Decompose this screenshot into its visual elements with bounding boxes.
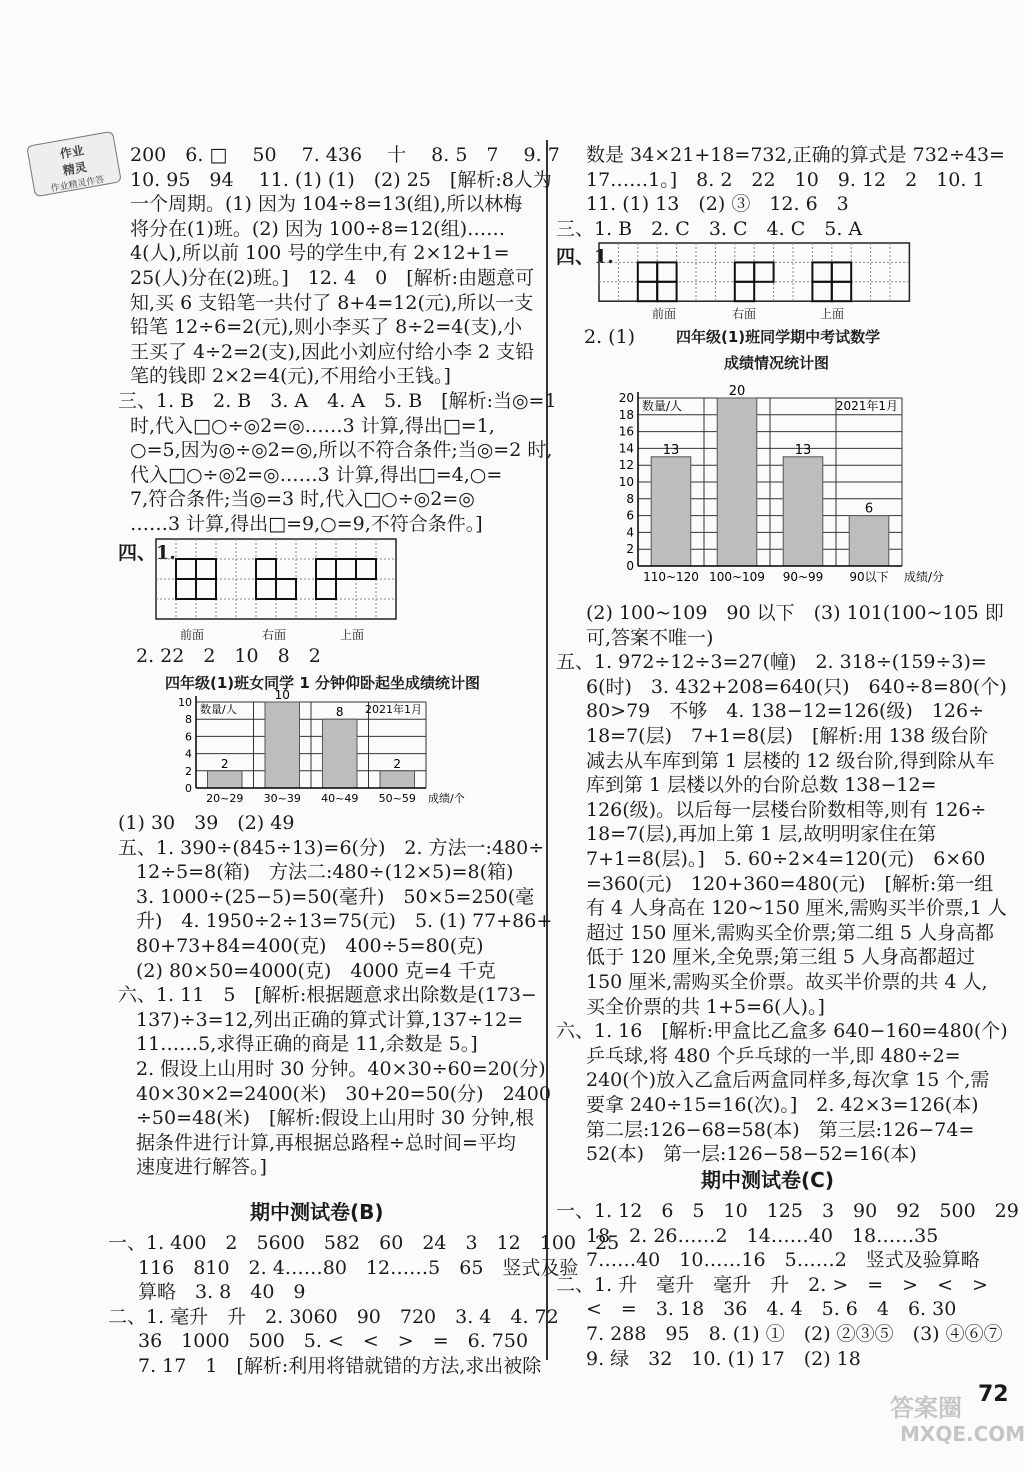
y-axis-label: 数量/人 <box>642 399 683 413</box>
view-square <box>735 282 754 301</box>
view-square <box>832 282 851 301</box>
y-tick-label: 10 <box>618 475 634 489</box>
view-square <box>276 579 296 599</box>
data-label: 20 <box>728 384 746 399</box>
stamp-line-2: 精灵 <box>61 159 88 178</box>
answer-line: 低于 120 厘米,全免票;第三组 5 人身高都超过 <box>586 946 975 969</box>
answer-line: 11. (1) 13 (2) ③ 12. 6 3 <box>586 193 849 216</box>
view-square <box>812 262 831 281</box>
answer-line: 7……40 10……16 5……2 竖式及验算略 <box>586 1249 980 1272</box>
x-axis-label: 成绩/分 <box>904 570 945 584</box>
y-tick-label: 0 <box>185 782 192 795</box>
stamp-line-1: 作业 <box>58 143 85 162</box>
answer-line: 36 1000 500 5. < < > = 6. 750 <box>138 1330 529 1353</box>
view-square <box>812 282 831 301</box>
view-square <box>256 579 276 599</box>
y-tick-label: 16 <box>618 424 634 439</box>
right-three-views-grid <box>598 242 910 304</box>
answer-line: 升) 4. 1950÷2÷13=75(元) 5. (1) 77+86+ <box>136 910 553 933</box>
right-question-2: 2. (1) <box>584 326 636 348</box>
answer-line: 将分在(1)班。(2) 因为 100÷8=12(组)…… <box>130 217 506 240</box>
answer-line: 150 厘米,需购买全价票。故买半价票的共 4 人, <box>586 971 988 993</box>
stamp-line-3: 作业精灵作答 <box>50 175 106 195</box>
answer-line: 12÷5=8(箱) 方法二:480÷(12×5)=8(箱) <box>136 861 514 884</box>
right-view-right: 右面 <box>732 307 757 321</box>
answer-line: 五、1. 390÷(845÷13)=6(分) 2. 方法一:480÷ <box>118 836 545 859</box>
bar <box>265 702 300 788</box>
answer-line: 六、1. 16 [解析:甲盒比乙盒多 640−160=480(个) <box>556 1020 1008 1043</box>
chart-date: 2021年1月 <box>835 399 898 413</box>
answer-line: 18=7(层) 7+1=8(层) [解析:用 138 级台阶 <box>586 725 989 747</box>
data-label: 13 <box>662 442 680 458</box>
data-label: 2 <box>393 756 402 771</box>
answer-line: 有 4 人身高在 120~150 厘米,需购买半价票,1 人 <box>586 897 1007 920</box>
data-label: 6 <box>864 501 874 517</box>
answer-line: 时,代入□○÷◎2=◎……3 计算,得出□=1, <box>130 414 495 437</box>
heading-midterm-c: 期中测试卷(C) <box>701 1168 834 1192</box>
page-number: 72 <box>978 1382 1009 1407</box>
answer-line: 笔的钱即 2×2=4(元),不用给小王钱。] <box>130 365 451 388</box>
answer-line: 减去从车库到第 1 层楼的 12 级台阶,得到除从车 <box>586 749 995 772</box>
answer-line: 137)÷3=12,列出正确的算式计算,137÷12= <box>136 1008 524 1031</box>
y-tick-label: 12 <box>618 458 634 473</box>
bar <box>323 719 358 788</box>
answer-line: 52(本) 第一层:126−58−52=16(本) <box>586 1143 917 1166</box>
answer-line: 116 810 2. 4……80 12……5 65 竖式及验 <box>138 1256 579 1279</box>
answer-line: (1) 30 39 (2) 49 <box>118 812 295 834</box>
answer-line: ÷50=48(米) [解析:假设上山用时 30 分钟,根 <box>136 1107 535 1130</box>
answer-line: 2. 假设上山用时 30 分钟。40×30÷60=20(分) <box>136 1058 546 1080</box>
data-label: 8 <box>335 705 344 720</box>
y-tick-label: 6 <box>185 730 192 744</box>
answer-line: 7,符合条件;当◎=3 时,代入□○÷◎2=◎ <box>130 488 475 511</box>
column-divider <box>546 140 548 1360</box>
answer-line: 9. 绿 32 10. (1) 17 (2) 18 <box>586 1347 861 1370</box>
y-tick-label: 10 <box>178 696 192 709</box>
answer-line: =360(元) 120+360=480(元) [解析:第一组 <box>586 872 994 895</box>
answer-line: 4(人),所以前 100 号的学生中,有 2×12+1= <box>130 242 510 265</box>
x-tick-label: 40~49 <box>321 792 359 805</box>
answer-line: 三、1. B 2. C 3. C 4. C 5. A <box>556 217 863 240</box>
y-tick-label: 14 <box>618 441 634 456</box>
answer-line: 7. 288 95 8. (1) ① (2) ②③⑤ (3) ④⑥⑦ <box>586 1323 1003 1345</box>
answer-line: (2) 100~109 90 以下 (3) 101(100~105 即 <box>586 602 1004 624</box>
watermark-logo: 答案圈 <box>890 1394 962 1422</box>
answer-line: 7+1=8(层)。] 5. 60÷2×4=120(元) 6×60 <box>586 848 986 870</box>
answer-line: 一、1. 12 6 5 10 125 3 90 92 500 29 <box>556 1200 1019 1222</box>
answer-line: < = 3. 18 36 4. 4 5. 6 4 6. 30 <box>586 1298 957 1321</box>
answer-line: 铅笔 12÷6=2(元),则小李买了 8÷2=4(支),小 <box>130 316 523 339</box>
data-label: 13 <box>794 442 812 458</box>
view-square <box>754 262 773 281</box>
left-view-right: 右面 <box>262 628 287 642</box>
y-tick-label: 4 <box>185 747 192 761</box>
sit-up-bar-chart <box>160 688 500 808</box>
bar <box>651 457 691 566</box>
y-tick-label: 20 <box>618 391 634 405</box>
answer-line: 40×30×2=2400(米) 30+20=50(分) 2400 <box>136 1082 551 1105</box>
view-square <box>196 579 216 599</box>
y-tick-label: 6 <box>626 508 634 523</box>
left-question-2: 2. 22 2 10 8 2 <box>136 645 321 667</box>
answer-line: 11……5,求得正确的商是 11,余数是 5。] <box>136 1033 478 1056</box>
answer-line: 超过 150 厘米,需购买全价票;第二组 5 人身高都 <box>586 921 994 944</box>
y-tick-label: 2 <box>185 764 192 778</box>
left-view-top: 上面 <box>340 628 365 642</box>
answer-line: 18=7(层),再加上第 1 层,故明明家住在第 <box>586 823 937 846</box>
right-view-top: 上面 <box>820 307 845 321</box>
homework-stamp <box>26 131 122 197</box>
answer-line: 80+73+84=400(克) 400÷5=80(克) <box>136 935 484 957</box>
y-tick-label: 4 <box>626 525 634 540</box>
data-label: 2 <box>220 756 229 771</box>
view-square <box>316 559 336 579</box>
answer-line: 25(人)分在(2)班。] 12. 4 0 [解析:由题意可 <box>130 267 535 289</box>
bar <box>849 516 889 566</box>
heading-midterm-b: 期中测试卷(B) <box>250 1200 384 1224</box>
answer-line: 五、1. 972÷12÷3=27(幢) 2. 318÷(159÷3)= <box>556 651 987 674</box>
x-tick-label: 90~99 <box>782 570 824 584</box>
chart-date: 2021年1月 <box>365 703 422 716</box>
y-tick-label: 0 <box>626 559 634 573</box>
left-three-views-grid <box>155 538 405 620</box>
answer-line: 240(个)放入乙盒后两盒同样多,每次拿 15 个,需 <box>586 1069 990 1092</box>
answer-line: 二、1. 毫升 升 2. 3060 90 720 3. 4 4. 72 <box>108 1305 559 1328</box>
answer-line: ……3 计算,得出□=9,○=9,不符合条件。] <box>130 513 483 535</box>
view-square <box>176 579 196 599</box>
view-square <box>638 282 657 301</box>
x-tick-label: 20~29 <box>206 792 244 805</box>
chart2-title-line-1: 四年级(1)班同学期中考试数学 <box>676 328 881 346</box>
y-axis-label: 数量/人 <box>200 703 237 716</box>
right-view-front: 前面 <box>652 307 677 321</box>
chart1-title: 四年级(1)班女同学 1 分钟仰卧起坐成绩统计图 <box>165 674 481 692</box>
x-tick-label: 90以下 <box>849 570 889 584</box>
answer-line: 库到第 1 层楼以外的台阶总数 138−12= <box>586 774 937 797</box>
answer-line: 王买了 4÷2=2(支),因此小刘应付给小李 2 支铅 <box>130 340 535 363</box>
answer-line: 知,买 6 支铅笔一共付了 8+4=12(元),所以一支 <box>130 291 534 314</box>
chart2-title-line-2: 成绩情况统计图 <box>724 354 830 372</box>
view-square <box>832 262 851 281</box>
answer-line: 126(级)。以后每一层楼台阶数相等,则有 126÷ <box>586 798 987 821</box>
data-label: 10 <box>274 688 290 702</box>
answer-line: 200 6. □ 50 7. 436 十 8. 5 7 9. 7 <box>130 144 560 166</box>
answer-line: 7. 17 1 [解析:利用将错就错的方法,求出被除 <box>138 1355 542 1377</box>
answer-line: 二、1. 升 毫升 毫升 升 2. > = > < > <box>556 1273 988 1296</box>
bar <box>783 457 823 566</box>
answer-line: 要拿 240÷15=16(次)。] 2. 42×3=126(本) <box>586 1094 979 1116</box>
x-axis-label: 成绩/个 <box>428 792 465 805</box>
x-tick-label: 110~120 <box>643 570 699 584</box>
answer-line: 数是 34×21+18=732,正确的算式是 732÷43= <box>586 144 1005 166</box>
answer-line: ○=5,因为◎÷◎2=◎,所以不符合条件;当◎=2 时, <box>130 439 553 462</box>
answer-line: 6(时) 3. 432+208=640(只) 640÷8=80(个) <box>586 675 1007 698</box>
answer-line: 18 2. 26……2 14……40 18……35 <box>586 1224 939 1247</box>
bar <box>380 771 415 788</box>
right-section-4-label: 四、1. <box>556 246 614 268</box>
answer-line: 3. 1000÷(25−5)=50(毫升) 50×5=250(毫 <box>136 885 535 908</box>
y-tick-label: 2 <box>626 542 634 557</box>
answer-line: 80>79 不够 4. 138−12=126(级) 126÷ <box>586 700 984 723</box>
answer-line: 速度进行解答。] <box>136 1156 267 1179</box>
bar <box>717 398 757 566</box>
view-square <box>176 559 196 579</box>
y-tick-label: 18 <box>618 407 634 422</box>
view-square <box>657 282 676 301</box>
x-tick-label: 100~109 <box>709 570 765 584</box>
view-square <box>356 559 376 579</box>
view-square <box>735 262 754 281</box>
bar <box>208 771 243 788</box>
y-tick-label: 8 <box>626 491 634 506</box>
answer-line: 算略 3. 8 40 9 <box>138 1281 306 1304</box>
view-square <box>638 262 657 281</box>
math-score-bar-chart <box>612 376 992 598</box>
view-square <box>336 559 356 579</box>
answer-line: 代入□○÷◎2=◎……3 计算,得出□=4,○= <box>130 463 503 486</box>
watermark-url: MXQE.COM <box>900 1422 1025 1446</box>
answer-line: 一个周期。(1) 因为 104÷8=13(组),所以林梅 <box>130 193 523 216</box>
left-view-front: 前面 <box>180 628 205 642</box>
answer-line: 六、1. 11 5 [解析:根据题意求出除数是(173− <box>118 984 537 1007</box>
answer-line: 买全价票的共 1+5=6(人)。] <box>586 995 825 1018</box>
x-tick-label: 30~39 <box>263 792 301 805</box>
view-square <box>256 559 276 579</box>
view-square <box>316 579 336 599</box>
answer-line: 三、1. B 2. B 3. A 4. A 5. B [解析:当◎=1 <box>118 390 557 412</box>
answer-line: 17……1。] 8. 2 22 10 9. 12 2 10. 1 <box>586 168 985 191</box>
answer-line: 据条件进行计算,再根据总路程÷总时间=平均 <box>136 1131 516 1154</box>
y-tick-label: 8 <box>185 713 192 727</box>
answer-line: 第二层:126−68=58(本) 第三层:126−74= <box>586 1118 975 1141</box>
answer-line: 乒乓球,将 480 个乒乓球的一半,即 480÷2= <box>586 1044 961 1067</box>
answer-line: (2) 80×50=4000(克) 4000 克=4 千克 <box>136 959 496 982</box>
answer-line: 一、1. 400 2 5600 582 60 24 3 12 100 25 <box>108 1232 620 1254</box>
view-square <box>196 559 216 579</box>
left-section-4-label: 四、1. <box>118 542 176 564</box>
view-square <box>657 262 676 281</box>
x-tick-label: 50~59 <box>378 792 416 805</box>
answer-line: 可,答案不唯一) <box>586 626 714 649</box>
answer-line: 10. 95 94 11. (1) (1) (2) 25 [解析:8人为 <box>130 168 552 191</box>
